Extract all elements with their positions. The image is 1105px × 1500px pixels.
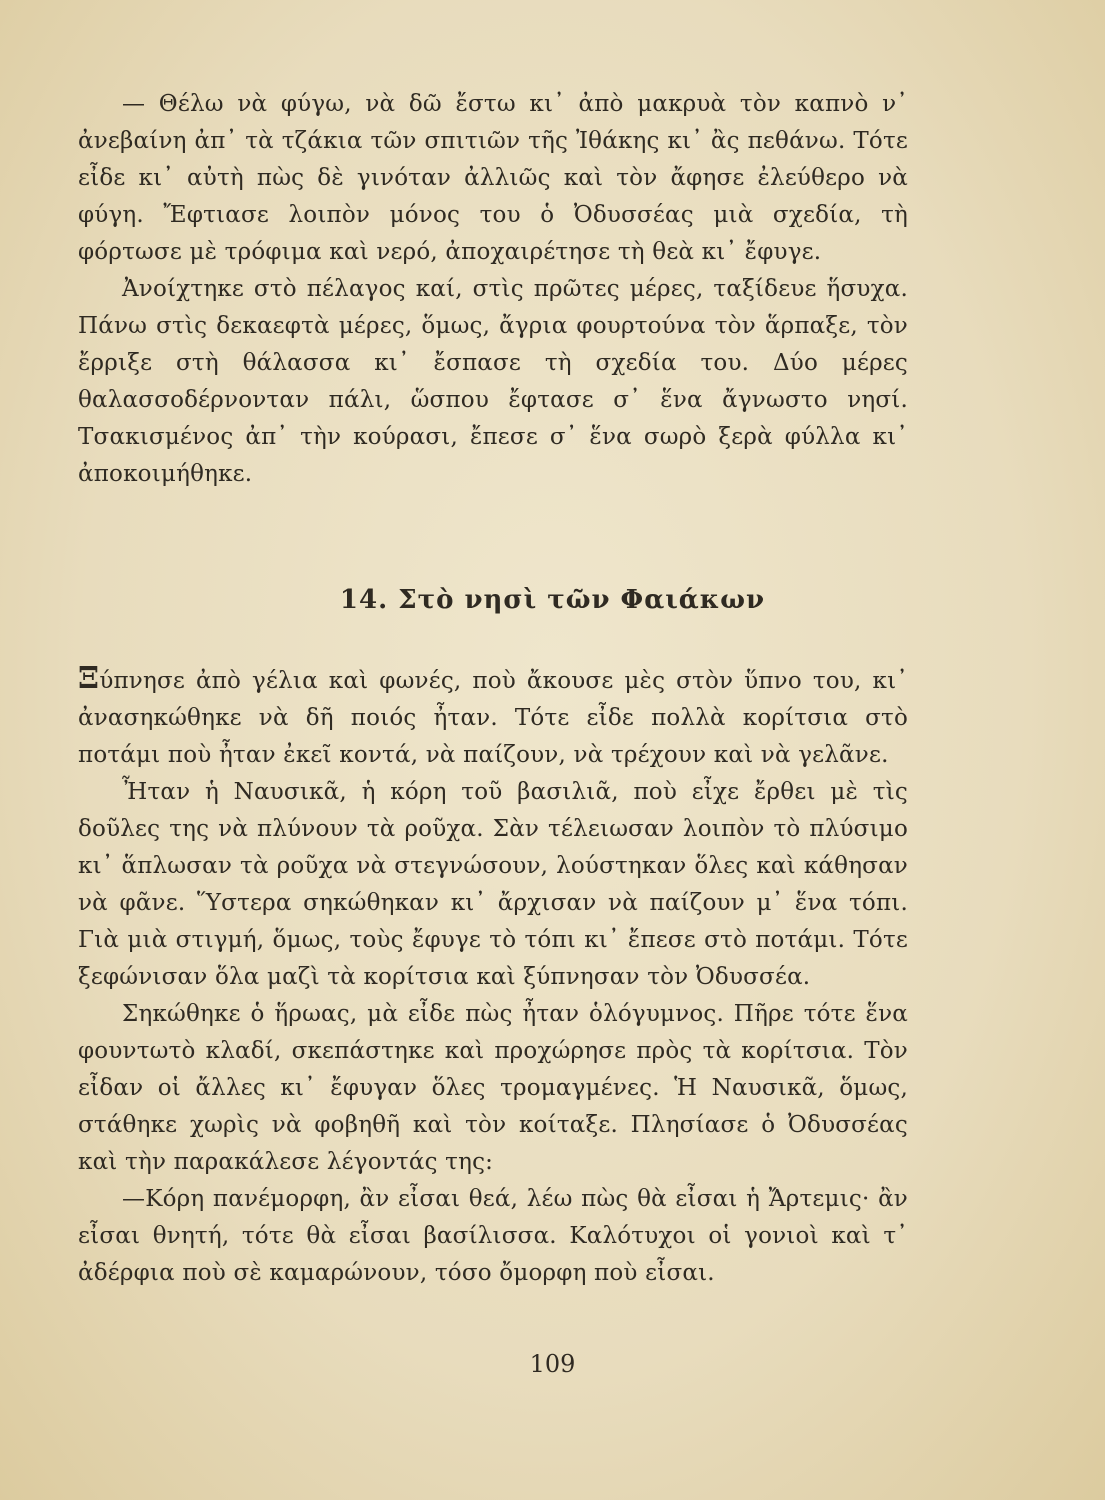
paragraph: Ἀνοίχτηκε στὸ πέλαγος καί, στὶς πρῶτες μέρες, ταξίδευε ἥσυχα. Πάνω στὶς δεκαεφτὰ μέρες, ὅμως, ἄγρια φουρτούνα τὸν ἅρπαξε, τὸν ἔρριξε στὴ θάλασσα κι᾽ ἔσπασε τὴ σχεδία του. Δύο μέρες θαλασσοδέρνονταν πάλι, ὥσπου ἔφτασε σ᾽ ἕνα ἄγνωστο νησί. Τσακισμένος ἀπ᾽ τὴν κούρασι, ἔπεσε σ᾽ ἕνα σωρὸ ξερὰ φύλλα κι᾽ ἀποκοιμήθηκε. <box>78 276 908 487</box>
paragraph: —Κόρη πανέμορφη, ἂν εἶσαι θεά, λέω πὼς θὰ εἶσαι ἡ Ἄρτεμις· ἂν εἶσαι θνητή, τότε θὰ εἶσαι βασίλισσα. Καλότυχοι οἱ γονιοὶ καὶ τ᾽ ἀδέρφια ποὺ σὲ καμαρώνουν, τόσο ὄμορφη ποὺ εἶσαι. <box>78 1186 908 1286</box>
paragraph-text: ύπνησε ἀπὸ γέλια καὶ φωνές, ποὺ ἄκουσε μὲς στὸν ὕπνο του, κι᾽ ἀνασηκώθηκε νὰ δῆ ποιός ἦταν. Τότε εἶδε πολλὰ κορίτσια στὸ ποτάμι ποὺ ἦταν ἐκεῖ κοντά, νὰ παίζουν, νὰ τρέχουν καὶ νὰ γελᾶνε. <box>78 668 908 768</box>
text-block-bottom <box>78 660 908 1292</box>
drop-cap: Ξ <box>78 661 100 696</box>
paragraph: Σηκώθηκε ὁ ἥρωας, μὰ εἶδε πὼς ἦταν ὁλόγυμνος. Πῆρε τότε ἕνα φουντωτὸ κλαδί, σκεπάστηκε καὶ προχώρησε πρὸς τὰ κορίτσια. Τὸν εἶδαν οἱ ἄλλες κι᾽ ἔφυγαν ὅλες τρομαγμένες. Ἡ Ναυσικᾶ, ὅμως, στάθηκε χωρὶς νὰ φοβηθῆ καὶ τὸν κοίταξε. Πλησίασε ὁ Ὀδυσσέας καὶ τὴν παρακάλεσε λέγοντάς της: <box>78 1001 908 1175</box>
text-block-top <box>78 86 908 493</box>
chapter-title: 14. Στὸ νησὶ τῶν Φαιάκων <box>339 585 766 615</box>
paragraph <box>78 660 908 774</box>
paragraph: — Θέλω νὰ φύγω, νὰ δῶ ἔστω κι᾽ ἀπὸ μακρυὰ τὸν καπνὸ ν᾽ ἀνεβαίνη ἀπ᾽ τὰ τζάκια τῶν σπιτιῶν τῆς Ἰθάκης κι᾽ ἂς πεθάνω. Τότε εἶδε κι᾽ αὐτὴ πὼς δὲ γινόταν ἀλλιῶς καὶ τὸν ἄφησε ἐλεύθερο νὰ φύγη. Ἔφτιασε λοιπὸν μόνος του ὁ Ὀδυσσέας μιὰ σχεδία, τὴ φόρτωσε μὲ τρόφιμα καὶ νερό, ἀποχαιρέτησε τὴ θεὰ κι᾽ ἔφυγε. <box>78 91 908 265</box>
paragraph: Ἦταν ἡ Ναυσικᾶ, ἡ κόρη τοῦ βασιλιᾶ, ποὺ εἶχε ἔρθει μὲ τὶς δοῦλες της νὰ πλύνουν τὰ ροῦχα. Σὰν τέλειωσαν λοιπὸν τὸ πλύσιμο κι᾽ ἅπλωσαν τὰ ροῦχα νὰ στεγνώσουν, λούστηκαν ὅλες καὶ κάθησαν νὰ φᾶνε. Ὕστερα σηκώθηκαν κι᾽ ἄρχισαν νὰ παίζουν μ᾽ ἕνα τόπι. Γιὰ μιὰ στιγμή, ὅμως, τοὺς ἔφυγε τὸ τόπι κι᾽ ἔπεσε στὸ ποτάμι. Τότε ξεφώνισαν ὅλα μαζὶ τὰ κορίτσια καὶ ξύπνησαν τὸν Ὀδυσσέα. <box>78 779 908 990</box>
page-number: 109 <box>529 1350 576 1378</box>
